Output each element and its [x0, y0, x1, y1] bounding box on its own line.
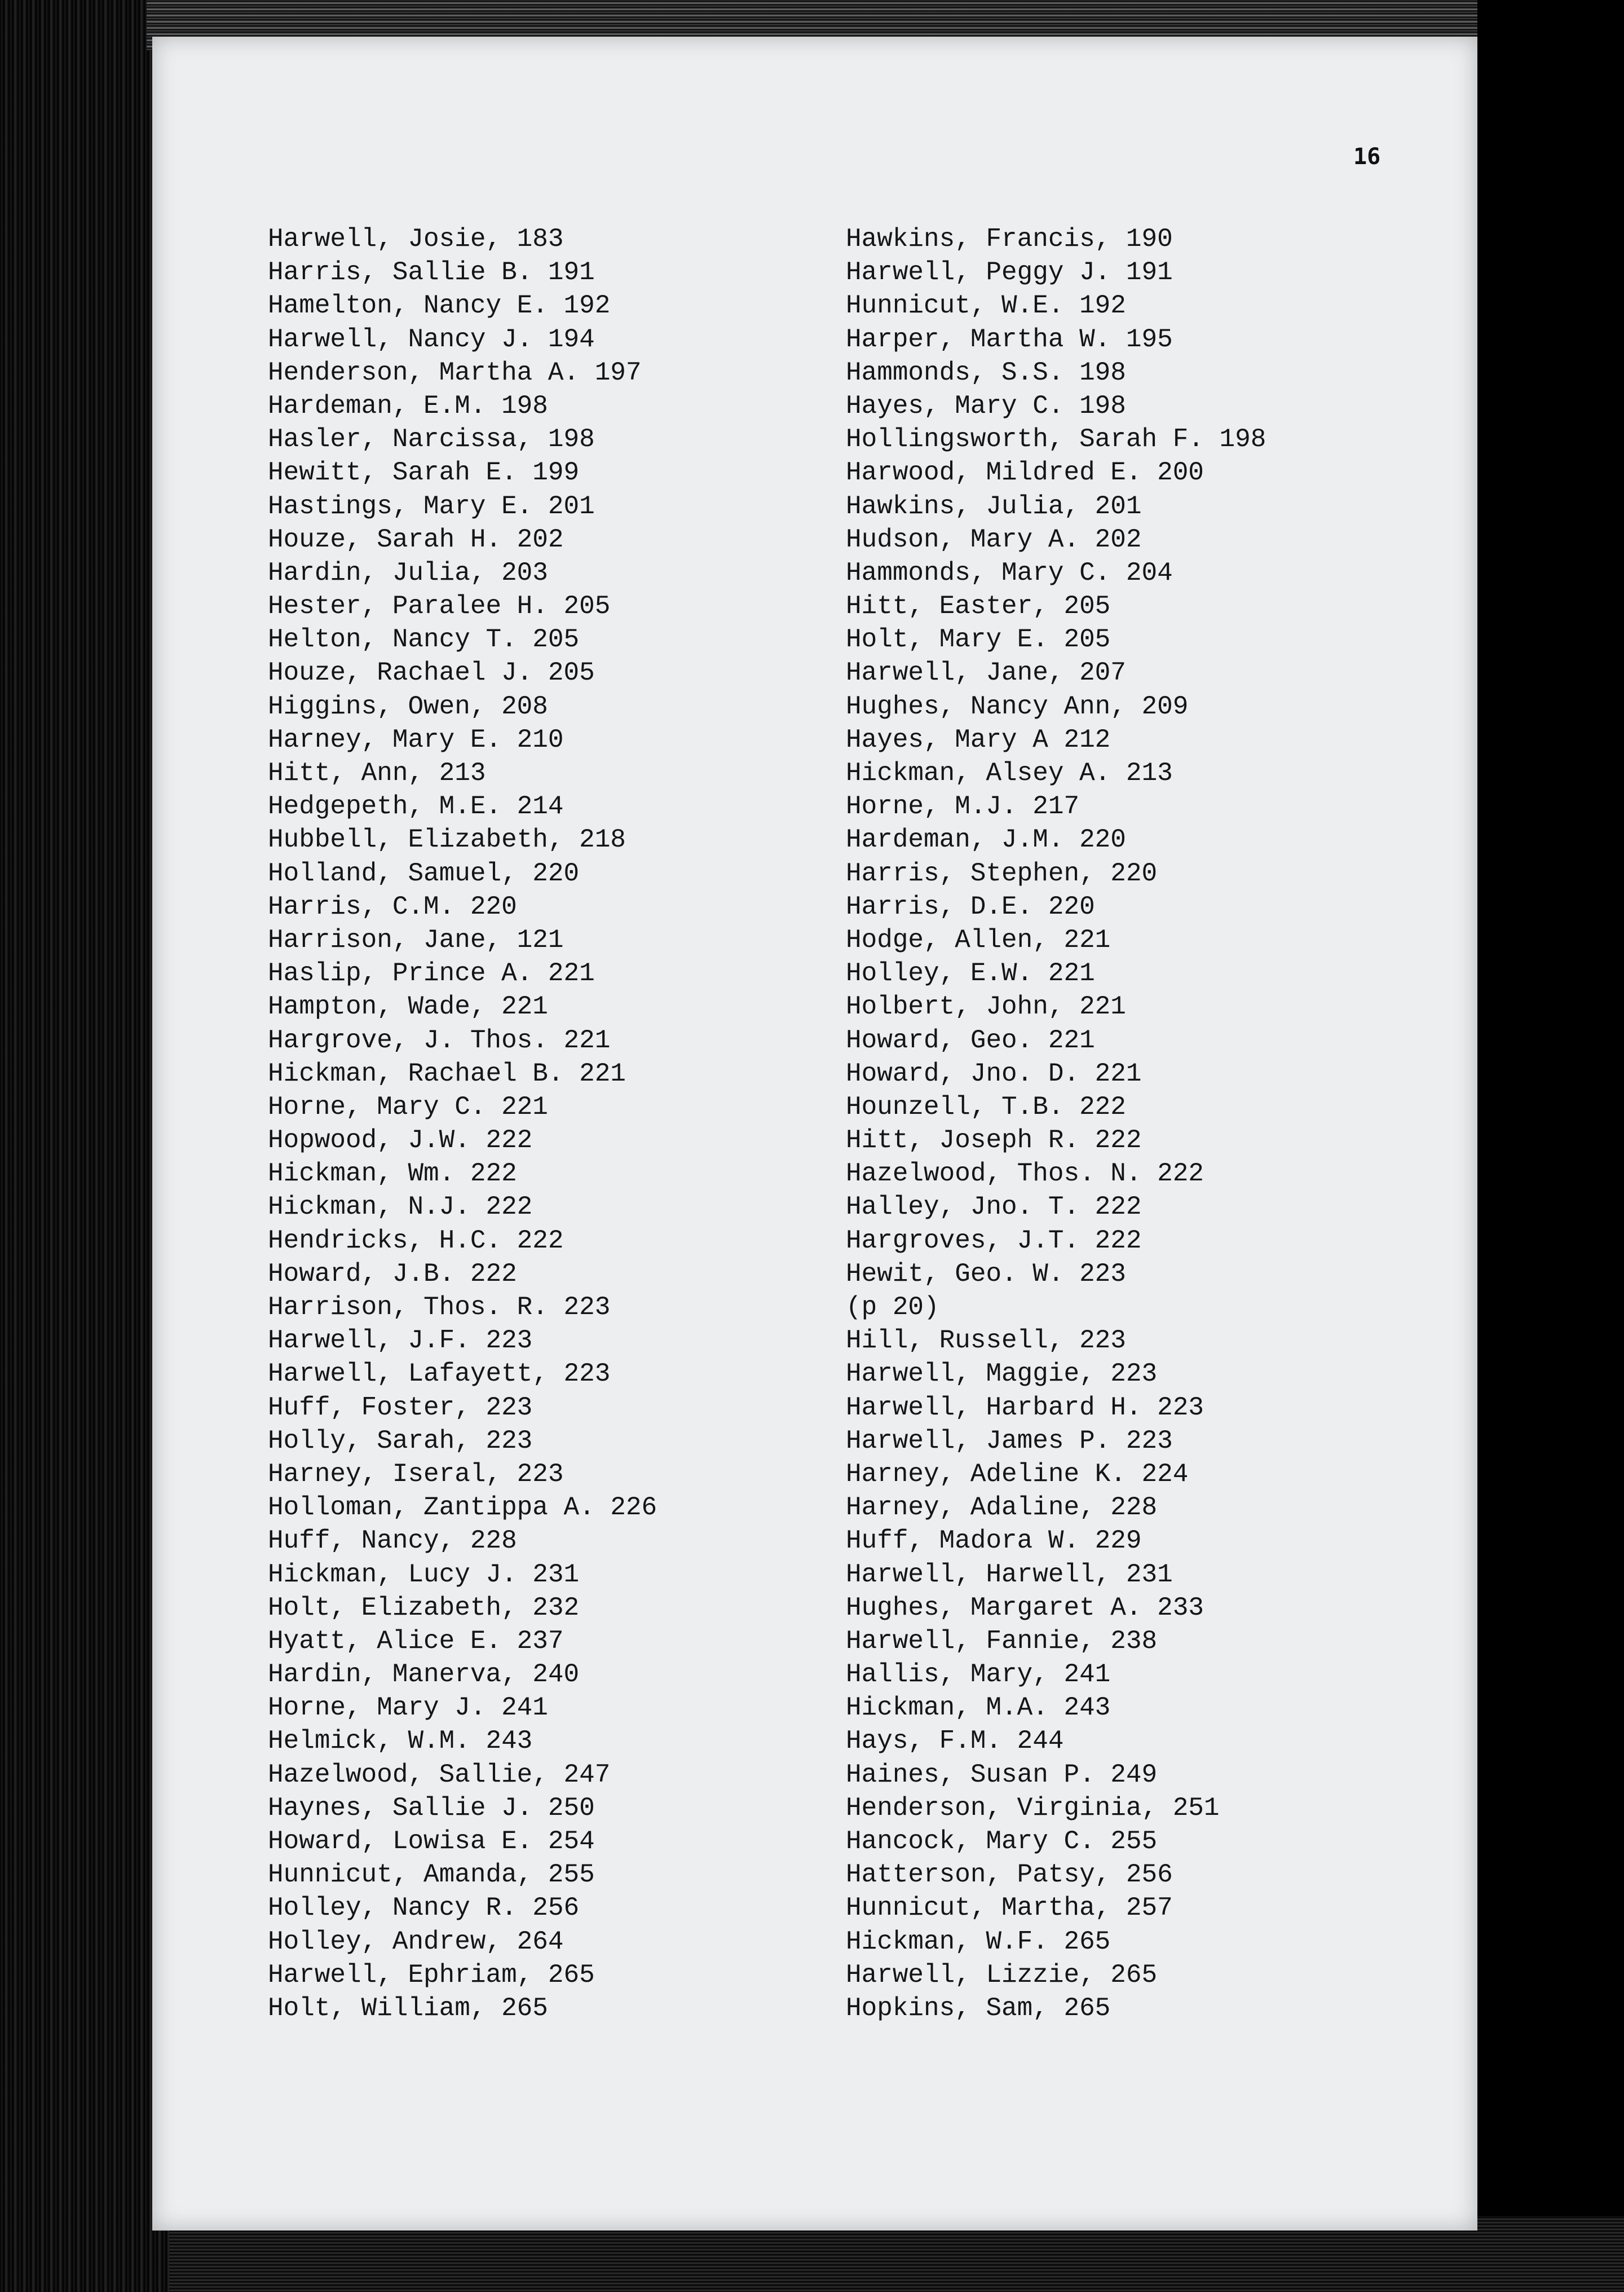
entry-line: Hardin, Manerva, 240 — [268, 1660, 580, 1690]
right-name-column — [846, 223, 1266, 2025]
entry-line: Hasler, Narcissa, 198 — [268, 425, 595, 455]
entry-line: Houze, Rachael J. 205 — [268, 658, 595, 688]
entry-line: Hedgepeth, M.E. 214 — [268, 792, 564, 822]
entry-line: Hollingsworth, Sarah F. 198 — [846, 425, 1266, 455]
entry-line: Hickman, Wm. 222 — [268, 1159, 517, 1189]
entry-line: Horne, Mary C. 221 — [268, 1092, 548, 1122]
document-page — [152, 37, 1477, 2231]
entry-line: Hyatt, Alice E. 237 — [268, 1626, 564, 1656]
entry-line: Hitt, Joseph R. 222 — [846, 1126, 1142, 1156]
entry-line: Harney, Adeline K. 224 — [846, 1459, 1189, 1489]
entry-line: Harper, Martha W. 195 — [846, 324, 1173, 354]
entry-line: Haslip, Prince A. 221 — [268, 959, 595, 989]
entry-line: Hounzell, T.B. 222 — [846, 1092, 1126, 1122]
entry-line: Hampton, Wade, 221 — [268, 992, 548, 1022]
scan-border-right — [1477, 0, 1624, 2292]
entry-line: Hickman, N.J. 222 — [268, 1192, 533, 1222]
entry-line: Hewit, Geo. W. 223 — [846, 1259, 1126, 1289]
entry-line: Haines, Susan P. 249 — [846, 1760, 1158, 1789]
entry-line: Holloman, Zantippa A. 226 — [268, 1493, 657, 1523]
page-number: 16 — [1353, 144, 1381, 170]
entry-line: Helmick, W.M. 243 — [268, 1726, 533, 1756]
entry-line: Hickman, M.A. 243 — [846, 1693, 1111, 1723]
entry-line: Holland, Samuel, 220 — [268, 858, 580, 888]
entry-line: Halley, Jno. T. 222 — [846, 1192, 1142, 1222]
entry-line: Hitt, Easter, 205 — [846, 592, 1111, 622]
entry-line: Harwell, Nancy J. 194 — [268, 324, 595, 354]
entry-line: Harwell, Lizzie, 265 — [846, 1960, 1158, 1990]
entry-line: Harney, Adaline, 228 — [846, 1493, 1158, 1523]
entry-line: Harwell, Josie, 183 — [268, 224, 564, 254]
entry-line: Hammonds, Mary C. 204 — [846, 558, 1173, 588]
entry-line: Harwell, Ephriam, 265 — [268, 1960, 595, 1990]
entry-line: Harwell, Harwell, 231 — [846, 1559, 1173, 1589]
entry-line: Huff, Foster, 223 — [268, 1392, 533, 1422]
entry-line: Hickman, W.F. 265 — [846, 1927, 1111, 1956]
entry-line: Hewitt, Sarah E. 199 — [268, 458, 580, 488]
entry-line: Hunnicut, Martha, 257 — [846, 1893, 1173, 1923]
entry-line: Henderson, Martha A. 197 — [268, 358, 642, 387]
entry-line: Harris, Stephen, 220 — [846, 858, 1158, 888]
entry-line: Harwell, J.F. 223 — [268, 1326, 533, 1356]
entry-line: Harris, D.E. 220 — [846, 892, 1095, 922]
entry-line: Hardeman, J.M. 220 — [846, 825, 1126, 855]
entry-line: Holt, William, 265 — [268, 1993, 548, 2023]
entry-line: Hammonds, S.S. 198 — [846, 358, 1126, 387]
entry-line: Higgins, Owen, 208 — [268, 691, 548, 721]
entry-line: Harney, Mary E. 210 — [268, 725, 564, 755]
entry-line: Hayes, Mary A 212 — [846, 725, 1111, 755]
entry-line: Huff, Madora W. 229 — [846, 1526, 1142, 1556]
entry-line: Hawkins, Francis, 190 — [846, 224, 1173, 254]
entry-line: Harney, Iseral, 223 — [268, 1459, 564, 1489]
entry-line: Harwell, Fannie, 238 — [846, 1626, 1158, 1656]
entry-line: Harrison, Thos. R. 223 — [268, 1293, 611, 1322]
entry-line: Hardin, Julia, 203 — [268, 558, 548, 588]
entry-line: Howard, Lowisa E. 254 — [268, 1827, 595, 1856]
entry-line: Harwell, Harbard H. 223 — [846, 1392, 1204, 1422]
entry-line: Holley, Nancy R. 256 — [268, 1893, 580, 1923]
entry-line: Hancock, Mary C. 255 — [846, 1827, 1158, 1856]
entry-line: Horne, Mary J. 241 — [268, 1693, 548, 1723]
entry-line: Hargroves, J.T. 222 — [846, 1226, 1142, 1255]
entry-line: Hughes, Nancy Ann, 209 — [846, 691, 1189, 721]
entry-line: Harwell, Maggie, 223 — [846, 1359, 1158, 1389]
entry-line: Harwell, James P. 223 — [846, 1426, 1173, 1456]
entry-line: Helton, Nancy T. 205 — [268, 625, 580, 655]
entry-line: Hargrove, J. Thos. 221 — [268, 1025, 611, 1055]
entry-line: Hudson, Mary A. 202 — [846, 524, 1142, 554]
entry-line: Hardeman, E.M. 198 — [268, 391, 548, 421]
entry-line: Hickman, Rachael B. 221 — [268, 1059, 626, 1088]
entry-line: Howard, Geo. 221 — [846, 1025, 1095, 1055]
entry-line: Harwell, Lafayett, 223 — [268, 1359, 611, 1389]
entry-line: Holbert, John, 221 — [846, 992, 1126, 1022]
entry-line: Harwell, Jane, 207 — [846, 658, 1126, 688]
entry-line: Harrison, Jane, 121 — [268, 925, 564, 955]
entry-line: Hickman, Lucy J. 231 — [268, 1559, 580, 1589]
entry-line: Henderson, Virginia, 251 — [846, 1793, 1220, 1823]
entry-line: Hallis, Mary, 241 — [846, 1660, 1111, 1690]
entry-line: Holley, E.W. 221 — [846, 959, 1095, 989]
entry-line: Hunnicut, W.E. 192 — [846, 291, 1126, 321]
entry-line: Haynes, Sallie J. 250 — [268, 1793, 595, 1823]
entry-line: Howard, J.B. 222 — [268, 1259, 517, 1289]
entry-line: Hester, Paralee H. 205 — [268, 592, 611, 622]
entry-line: Hickman, Alsey A. 213 — [846, 759, 1173, 788]
entry-line: Hamelton, Nancy E. 192 — [268, 291, 611, 321]
entry-line: Houze, Sarah H. 202 — [268, 524, 564, 554]
entry-line: Hubbell, Elizabeth, 218 — [268, 825, 626, 855]
entry-line: Hayes, Mary C. 198 — [846, 391, 1126, 421]
entry-line: Hastings, Mary E. 201 — [268, 491, 595, 521]
entry-line: Harris, C.M. 220 — [268, 892, 517, 922]
entry-line: Holly, Sarah, 223 — [268, 1426, 533, 1456]
entry-line: Hodge, Allen, 221 — [846, 925, 1111, 955]
entry-line: Hitt, Ann, 213 — [268, 759, 486, 788]
entry-line: Hatterson, Patsy, 256 — [846, 1860, 1173, 1890]
entry-line: Horne, M.J. 217 — [846, 792, 1080, 822]
entry-line: Harwood, Mildred E. 200 — [846, 458, 1204, 488]
entry-line: Hopkins, Sam, 265 — [846, 1993, 1111, 2023]
entry-line: (p 20) — [846, 1293, 939, 1322]
entry-line: Holley, Andrew, 264 — [268, 1927, 564, 1956]
entry-line: Hill, Russell, 223 — [846, 1326, 1126, 1356]
entry-line: Hopwood, J.W. 222 — [268, 1126, 533, 1156]
entry-line: Howard, Jno. D. 221 — [846, 1059, 1142, 1088]
left-name-column — [268, 223, 657, 2025]
scan-border-left — [0, 0, 169, 2292]
entry-line: Holt, Mary E. 205 — [846, 625, 1111, 655]
entry-line: Hughes, Margaret A. 233 — [846, 1593, 1204, 1623]
entry-line: Harris, Sallie B. 191 — [268, 258, 595, 288]
entry-line: Hawkins, Julia, 201 — [846, 491, 1142, 521]
entry-line: Hays, F.M. 244 — [846, 1726, 1064, 1756]
entry-line: Hendricks, H.C. 222 — [268, 1226, 564, 1255]
entry-line: Harwell, Peggy J. 191 — [846, 258, 1173, 288]
entry-line: Huff, Nancy, 228 — [268, 1526, 517, 1556]
entry-line: Hunnicut, Amanda, 255 — [268, 1860, 595, 1890]
entry-line: Holt, Elizabeth, 232 — [268, 1593, 580, 1623]
entry-line: Hazelwood, Sallie, 247 — [268, 1760, 611, 1789]
entry-line: Hazelwood, Thos. N. 222 — [846, 1159, 1204, 1189]
